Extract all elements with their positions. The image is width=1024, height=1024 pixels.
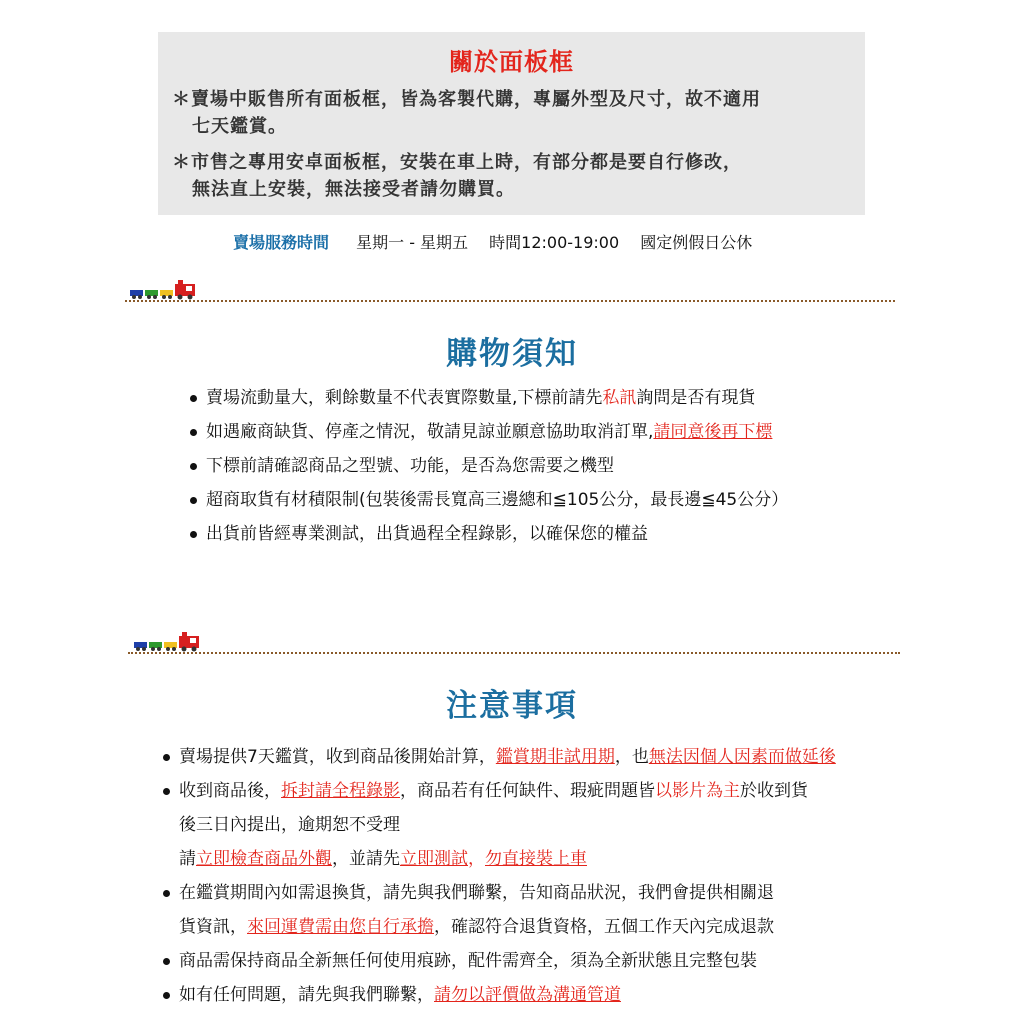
notes-list: [163, 740, 836, 1012]
list-item: 下標前請確認商品之型號、功能，是否為您需要之機型: [190, 449, 788, 483]
holiday-note: 國定例假日公休: [640, 233, 753, 252]
service-hours-label: 賣場服務時間: [233, 233, 330, 252]
list-item-continuation: 請立即檢查商品外觀，並請先立即測試，勿直接裝上車: [179, 849, 587, 869]
notice-install: [172, 149, 742, 203]
dotted-divider: [125, 298, 895, 302]
service-hours: [233, 230, 752, 253]
notice-install-line2: 無法直上安裝，無法接受者請勿購買。: [192, 179, 515, 200]
list-item: 超商取貨有材積限制(包裝後需長寬高三邊總和≦105公分，最長邊≦45公分）: [190, 483, 788, 517]
list-item: 賣場提供7天鑑賞，收到商品後開始計算，鑑賞期非試用期，也無法因個人因素而做延後: [163, 740, 836, 774]
service-days: 星期一 - 星期五: [356, 233, 469, 252]
shopping-list: [190, 381, 788, 551]
notice-custom-order: [172, 86, 761, 140]
dotted-divider: [128, 650, 900, 654]
list-item-continuation: 貨資訊，來回運費需由您自行承擔，確認符合退貨資格，五個工作天內完成退款: [179, 917, 774, 937]
list-item-continuation: 後三日內提出，逾期恕不受理: [179, 815, 400, 835]
notice-custom-order-line1: ＊賣場中販售所有面板框，皆為客製代購，專屬外型及尺寸，故不適用: [172, 89, 761, 110]
list-item: 如有任何問題，請先與我們聯繫，請勿以評價做為溝通管道: [163, 978, 836, 1012]
shopping-title: 購物須知: [446, 336, 578, 372]
notice-install-line1: ＊市售之專用安卓面板框，安裝在車上時，有部分都是要自行修改，: [172, 152, 742, 173]
about-title: 關於面板框: [449, 48, 574, 76]
list-item: 出貨前皆經專業測試，出貨過程全程錄影，以確保您的權益: [190, 517, 788, 551]
about-panel: [158, 32, 865, 215]
service-time: 時間12:00-19:00: [489, 233, 620, 252]
list-item: 賣場流動量大，剩餘數量不代表實際數量,下標前請先私訊詢問是否有現貨: [190, 381, 788, 415]
list-item: 收到商品後，拆封請全程錄影，商品若有任何缺件、瑕疵問題皆以影片為主於收到貨: [163, 774, 836, 808]
notes-title: 注意事項: [446, 688, 578, 724]
list-item: 在鑑賞期間內如需退換貨，請先與我們聯繫，告知商品狀況，我們會提供相關退: [163, 876, 836, 910]
train-icon: [130, 280, 198, 300]
list-item: 商品需保持商品全新無任何使用痕跡，配件需齊全，須為全新狀態且完整包裝: [163, 944, 836, 978]
notice-custom-order-line2: 七天鑑賞。: [192, 116, 287, 137]
list-item: 如遇廠商缺貨、停產之情況，敬請見諒並願意協助取消訂單,請同意後再下標: [190, 415, 788, 449]
train-icon: [134, 632, 202, 652]
